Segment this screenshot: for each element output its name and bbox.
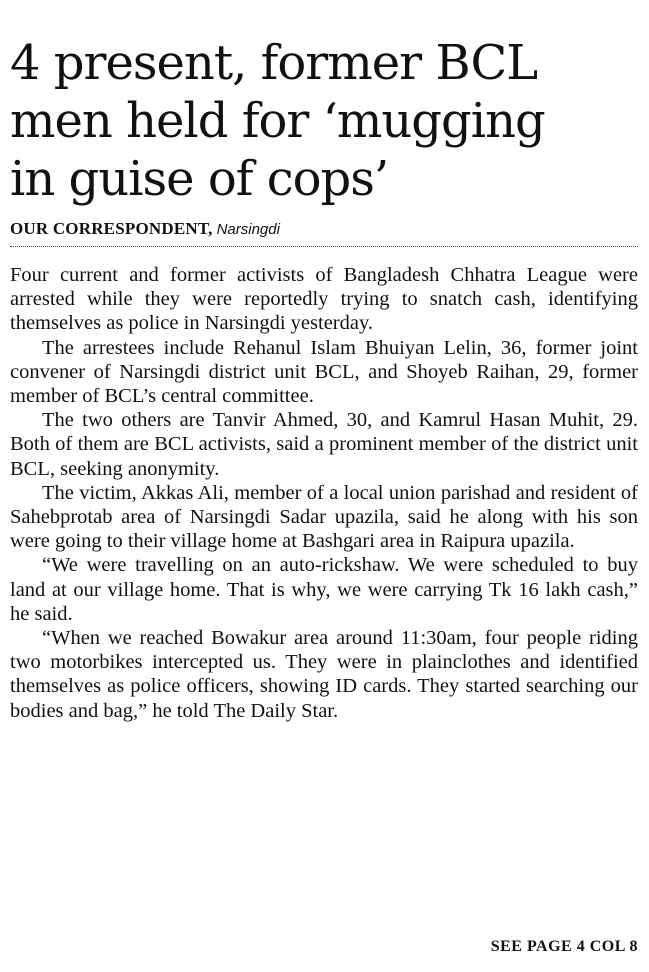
- article-body: [10, 263, 638, 723]
- headline: [10, 0, 638, 208]
- body-paragraph: The victim, Akkas Ali, member of a local union parishad and resident of Sahebprotab area of Narsingdi Sadar upazila, said he along with his son were going to their village home at Bashgari area in Raipura upazila.: [10, 481, 638, 553]
- headline-line: men held for ‘mugging: [10, 93, 545, 149]
- continued-jump-line: SEE PAGE 4 COL 8: [490, 938, 638, 955]
- byline-author: OUR CORRESPONDENT,: [10, 219, 213, 238]
- headline-line: 4 present, former BCL: [10, 35, 538, 91]
- byline: [10, 218, 638, 240]
- body-paragraph: The two others are Tanvir Ahmed, 30, and Kamrul Hasan Muhit, 29. Both of them are BCL activists, said a prominent member of the district unit BCL, seeking anonymity.: [10, 409, 638, 480]
- body-paragraph: “When we reached Bowakur area around 11:30am, four people riding two motorbikes intercepted us. They were in plainclothes and identified themselves as police officers, showing ID cards. They started searching our bodies and bag,” he told The Daily Star.: [10, 627, 638, 722]
- body-paragraph: “We were travelling on an auto-rickshaw. We were scheduled to buy land at our village home. That is why, we were carrying Tk 16 lakh cash,” he said.: [10, 554, 638, 625]
- dotted-divider: [10, 246, 638, 247]
- byline-location: Narsingdi: [216, 221, 280, 238]
- headline-line: in guise of cops’: [10, 151, 389, 207]
- body-paragraph: Four current and former activists of Bangladesh Chhatra League were arrested while they were reportedly trying to snatch cash, identifying themselves as police in Narsingdi yesterday.: [10, 264, 638, 335]
- news-article: [10, 0, 638, 723]
- body-paragraph: The arrestees include Rehanul Islam Bhuiyan Lelin, 36, former joint convener of Narsingdi district unit BCL, and Shoyeb Raihan, 29, former member of BCL’s central committee.: [10, 336, 638, 408]
